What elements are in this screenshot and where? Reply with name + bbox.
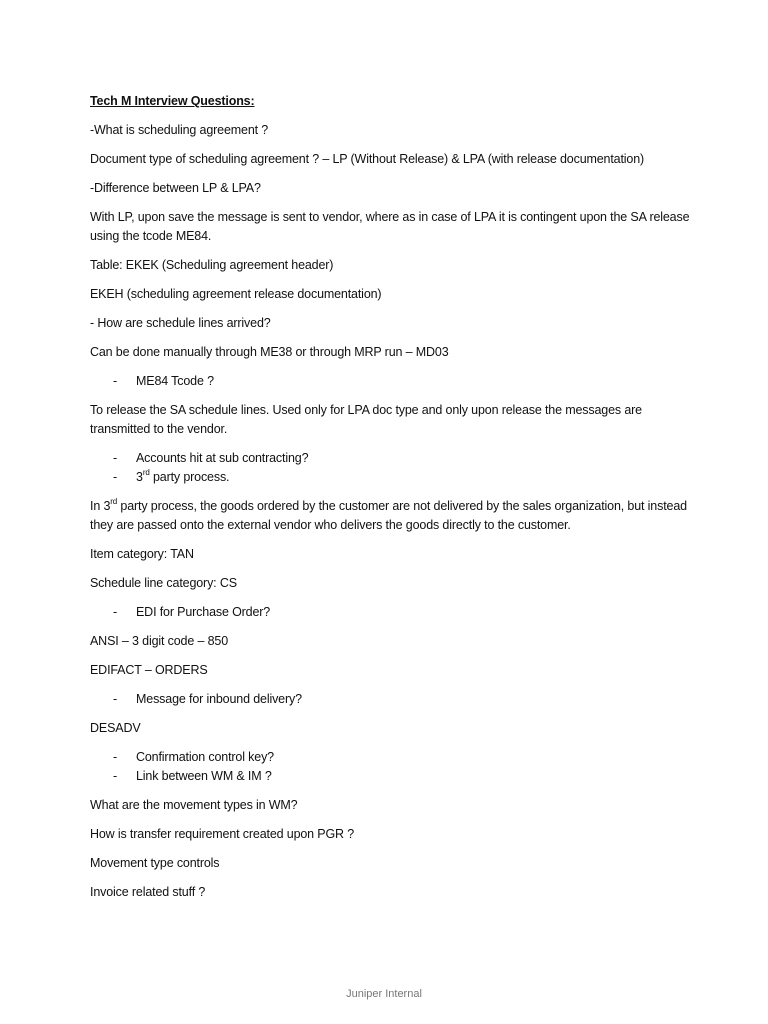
- dash-bullet: -: [113, 374, 118, 388]
- dash-bullet: -: [113, 769, 118, 783]
- desadv: DESADV: [90, 721, 141, 735]
- question-lp-lpa: -Difference between LP & LPA?: [90, 181, 261, 195]
- footer-classification: Juniper Internal: [346, 988, 422, 1000]
- question-transfer-requirement: How is transfer requirement created upon PGR ?: [90, 827, 355, 841]
- schedule-line-category: Schedule line category: CS: [90, 576, 237, 590]
- list-item: - Link between WM & IM ?: [90, 767, 690, 786]
- edifact-orders: EDIFACT – ORDERS: [90, 663, 208, 677]
- list-item: - Confirmation control key?: [90, 748, 690, 767]
- list-item: - Accounts hit at sub contracting?: [90, 449, 690, 468]
- question-schedule-lines: - How are schedule lines arrived?: [90, 316, 271, 330]
- list-item: - Message for inbound delivery?: [90, 690, 690, 709]
- list-edi: [90, 603, 690, 622]
- question-scheduling-agreement: -What is scheduling agreement ?: [90, 123, 269, 137]
- list-confirmation: [90, 748, 690, 786]
- answer-me84: To release the SA schedule lines. Used only for LPA doc type and only upon release the messages are transmitted to the vendor.: [90, 403, 642, 436]
- item-category: Item category: TAN: [90, 547, 194, 561]
- answer-lp-lpa: With LP, upon save the message is sent to vendor, where as in case of LPA it is contingent upon the SA release using the tcode ME84.: [90, 210, 690, 243]
- dash-bullet: -: [113, 605, 118, 619]
- list-item: - 3rd party process.: [90, 468, 690, 487]
- ansi-code: ANSI – 3 digit code – 850: [90, 634, 229, 648]
- movement-type-controls: Movement type controls: [90, 856, 220, 870]
- answer-document-type: Document type of scheduling agreement ? – LP (Without Release) & LPA (with release documentation): [90, 152, 645, 166]
- document-body: [90, 92, 690, 912]
- table-ekek: Table: EKEK (Scheduling agreement header): [90, 258, 334, 272]
- question-movement-types: What are the movement types in WM?: [90, 798, 298, 812]
- list-inbound-delivery: [90, 690, 690, 709]
- answer-schedule-lines: Can be done manually through ME38 or through MRP run – MD03: [90, 345, 449, 359]
- list-subcontracting: [90, 449, 690, 487]
- dash-bullet: -: [113, 692, 118, 706]
- answer-third-party: In 3rd party process, the goods ordered by the customer are not delivered by the sales organization, but instead they are passed onto the external vendor who delivers the goods directly to the customer.: [90, 496, 687, 532]
- table-ekeh: EKEH (scheduling agreement release documentation): [90, 287, 382, 301]
- dash-bullet: -: [113, 470, 118, 484]
- document-title: Tech M Interview Questions:: [90, 94, 255, 108]
- dash-bullet: -: [113, 451, 118, 465]
- list-item: - ME84 Tcode ?: [90, 372, 690, 391]
- invoice-related: Invoice related stuff ?: [90, 885, 206, 899]
- dash-bullet: -: [113, 750, 118, 764]
- list-me84: [90, 372, 690, 391]
- list-item: - EDI for Purchase Order?: [90, 603, 690, 622]
